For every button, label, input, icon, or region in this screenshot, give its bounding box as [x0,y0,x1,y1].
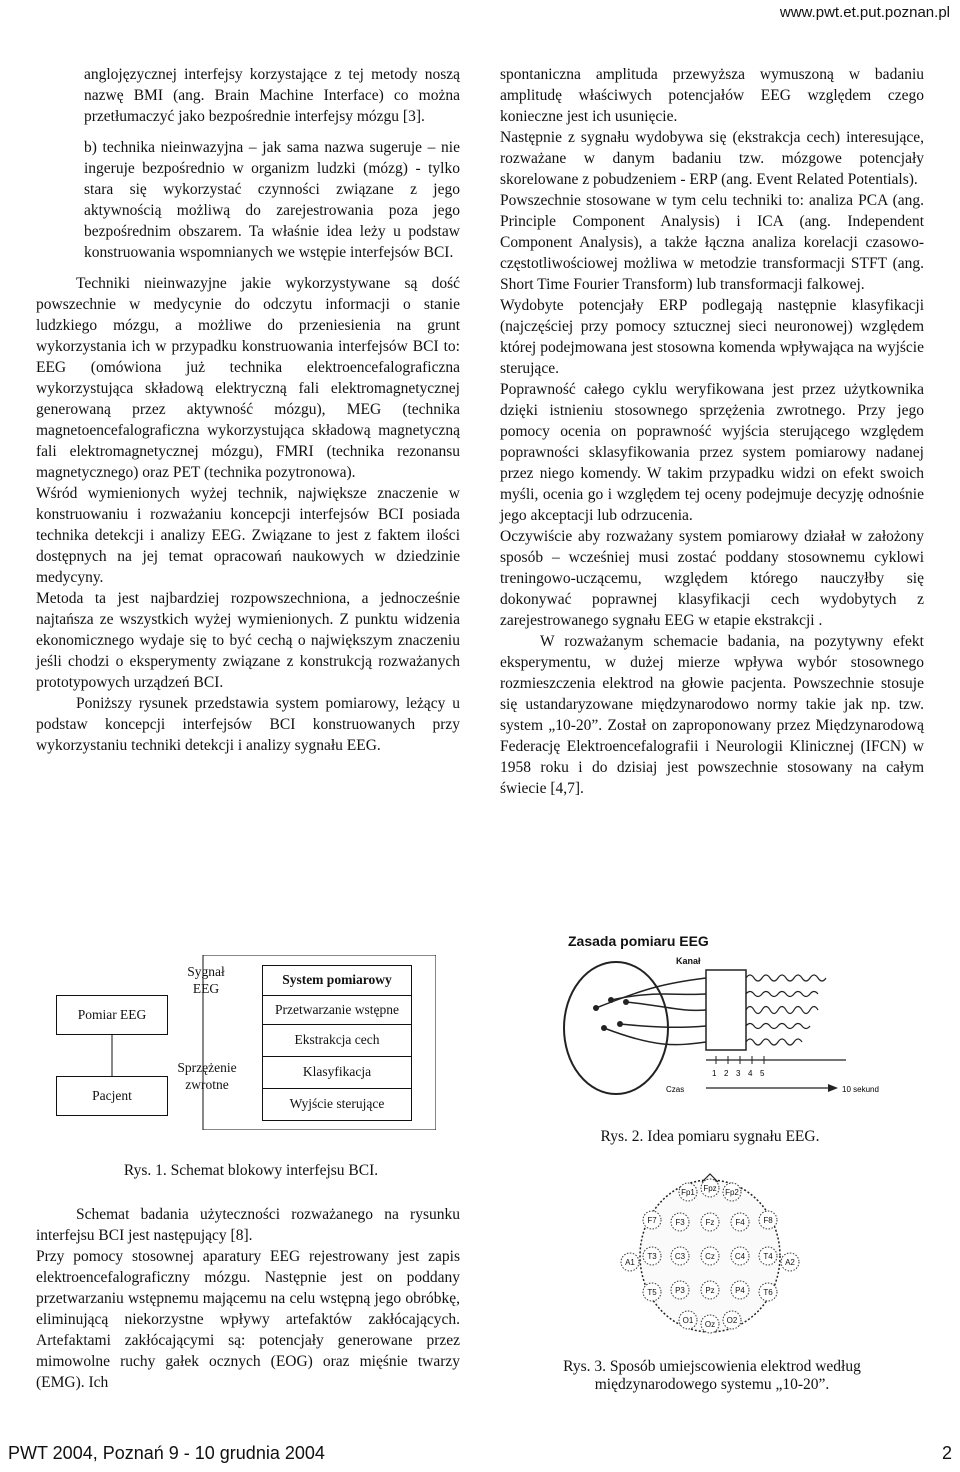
stage-klasyfikacja: Klasyfikacja [302,1064,372,1079]
electrode-fpz-label: Fpz [703,1184,717,1193]
fig2-tick-4: 4 [748,1069,753,1078]
electrode-f8-label: F8 [763,1216,773,1225]
stage-wyjscie: Wyjście sterujące [289,1096,385,1111]
electrode-f4-label: F4 [735,1218,745,1227]
left-paragraph-5: Metoda ta jest najbardziej rozpowszechniona, a jednocześnie najtańsza ze wszystkich wyżej wymienionych. Z punktu widzenia ekonomicznego wydaje się to być cechą o największym znaczeniu jeśli chodzi o eksperymenty związane z konstrukcją rozważanych prototypowych urządzeń BCI. [36,590,460,691]
electrode-o1-label: O1 [682,1316,694,1325]
system-pomiarowy-box [262,965,412,1025]
left-paragraph-6: Poniższy rysunek przedstawia system pomiarowy, leżący u podstaw koncepcji interfejsów BCI konstruowanych przy wykorzystaniu techniki detekcji i analizy sygnału EEG. [36,695,460,754]
stage-ekstrakcja-box [262,1025,412,1057]
electrode-f7-label: F7 [647,1216,657,1225]
electrode-fp1-label: Fp1 [681,1188,695,1197]
fig2-tick-5: 5 [760,1069,765,1078]
right-paragraph-6: Oczywiście aby rozważany system pomiarowy działał w założony sposób – wcześniej musi zostać poddany stosownemu cyklowi treningowo-uczącemu, względem którego nauczyłby się dokonywać poprawnej klasyfikacji cech wydobytych z zarejestrowanego sygnału EEG w etapie ekstrakcji . [500,528,924,629]
stage-ekstrakcja: Ekstrakcja cech [294,1032,380,1047]
electrode-c3-label: C3 [674,1252,686,1261]
electrode-f3-label: F3 [675,1218,685,1227]
stage-przetwarzanie: Przetwarzanie wstępne [263,995,411,1018]
left-bottom-paragraph-2: Przy pomocy stosownej aparatury EEG rejestrowany jest zapis elektroencefalograficzny mózgu. Następnie jest on poddany przetwarzaniu wstępnemu mającemu na celu wstępną jego obróbkę, eliminującą niekorzystne wpływy artefaktów zakłócających. Artefaktami zakłócającymi są: potencjały generowane przez mimowolne ruchy gałek ocznych (EOG) oraz mięśnie twarzy (EMG). Ich [36,1248,460,1391]
right-paragraph-2: Następnie z sygnału wydobywa się (ekstrakcja cech) interesujące, rozważane w danym badaniu tzw. mózgowe potencjały skorelowane z pobudzeniem - ERP (ang. Event Related Potentials). [500,129,924,188]
header-url: www.pwt.et.put.poznan.pl [779,4,950,21]
pacjent-box [56,1076,168,1116]
fig2-eeg-sketch [556,928,916,1133]
electrode-p3-label: P3 [675,1286,685,1295]
fig2-czas: Czas [666,1085,685,1094]
left-bottom-paragraph-1: Schemat badania użyteczności rozważanego na rysunku interfejsu BCI jest następujący [8]. [36,1206,460,1244]
fig2-title: Zasada pomiaru EEG [568,933,709,949]
right-paragraph-1: spontaniczna amplituda przewyższa wymuszoną w badaniu amplitudę właściwych potencjałów EEG względem czego konieczne jest ich usunięcie. [500,66,924,125]
electrode-cz-label: Cz [705,1252,715,1261]
fig2-tick-1: 1 [712,1069,717,1078]
footer-text: PWT 2004, Poznań 9 - 10 grudnia 2004 [8,1443,325,1463]
left-column [36,64,460,756]
stage-klasyfikacja-box [262,1057,412,1089]
electrode-pz-label: Pz [705,1286,715,1295]
fig1-caption: Rys. 1. Schemat blokowy interfejsu BCI. [123,1162,379,1179]
fig3-caption: Rys. 3. Sposób umiejscowienia elektrod według międzynarodowego systemu „10-20”. [563,1358,861,1393]
left-paragraph-3: Techniki nieinwazyjne jakie wykorzystywane są dość powszechnie w medycynie do odczytu informacji o stanie ludzkiego mózgu, a możliwe do przeniesienia na grunt wykorzystania ich w przypadku konstruowania interfejsów BCI to: EEG (omówiona już technika elektroencefalograficzna wykorzystująca składową elektryczną fali elektromagnetycznej generowaną przez aktywność mózgu), MEG (technika magnetoencefalograficzna wykorzystująca składową magnetyczną fali elektromagnetycznej mózgu), FMRI (technika rezonansu magnetycznego) oraz PET (technika pozytronowa). [36,275,460,481]
left-paragraph-2: b) technika nieinwazyjna – jak sama nazwa sugeruje – nie ingeruje bezpośrednio w organizm ludzki (mózg) - tylko stara się wykorzystać czynności związane z jego aktywnością możliwą do zarejestrowania poza jego bezpośrednim obszarem. Ta właśnie idea leży u podstaw konstruowania wspomnianych we wstępie interfejsów BCI. [84,139,460,261]
right-paragraph-4: Wydobyte potencjały ERP podlegają następnie klasyfikacji (najczęściej przy pomocy sztucznej sieci neuronowej) względem której podejmowana jest stosowna komenda wpływająca na wyjście sterujące. [500,297,924,377]
electrode-t3-label: T3 [647,1252,657,1261]
pomiar-eeg-box [56,995,168,1035]
electrode-fp2-label: Fp2 [725,1188,739,1197]
sygnal-eeg-label: Sygnał EEG [187,964,225,996]
fig2-tick-2: 2 [724,1069,729,1078]
electrode-fz-label: Fz [705,1218,715,1227]
fig3-head-drawing [620,1170,800,1340]
fig2-caption: Rys. 2. Idea pomiaru sygnału EEG. [600,1128,820,1145]
page-number: 2 [941,1443,952,1463]
electrode-t6-label: T6 [763,1288,773,1297]
fig2-kanal: Kanał [676,956,701,966]
stage-wyjscie-box [262,1089,412,1121]
electrode-c4-label: C4 [734,1252,746,1261]
fig2-drawing [556,928,916,1133]
block-diagram [56,955,436,1130]
electrode-a2-label: A2 [785,1258,795,1267]
fig3-electrodes [620,1170,800,1340]
electrode-t5-label: T5 [647,1288,657,1297]
fig2-tick-3: 3 [736,1069,741,1078]
right-paragraph-3: Powszechnie stosowane w tym celu techniki to: analiza PCA (ang. Principle Component Analysis) i ICA (ang. Independent Component Analysis), a także łączna analiza korelacji czasowo-częstotliwościowej możliwa w metodzie transformacji STFT (ang. Short Time Fourier Transform) lub transformacji falkowej. [500,192,924,293]
pomiar-eeg-label: Pomiar EEG [77,1007,147,1022]
right-paragraph-7: W rozważanym schemacie badania, na pozytywny efekt eksperymentu, w dużej mierze wpływa wybór stosownego rozmieszczenia elektrod na głowie pacjenta. Powszechnie stosuje się ustandaryzowane międzynarodowo normy takie jak np. tzw. system „10-20”. Został on zaproponowany przez Międzynarodową Federację Elektroencefalografii i Neurologii Klinicznej (IFCN) w 1958 roku i do dzisiaj jest powszechnie stosowany na całym świecie [4,7]. [500,633,924,797]
pacjent-label: Pacjent [92,1088,132,1103]
sprzezenie-zwrotne-label: Sprzężenie zwrotne [177,1060,237,1092]
electrode-a1-label: A1 [625,1258,635,1267]
system-pomiarowy-title: System pomiarowy [282,972,392,987]
left-column-bottom [36,1204,460,1393]
electrode-oz-label: Oz [704,1320,716,1329]
left-paragraph-1: anglojęzycznej interfejsy korzystające z tej metody noszą nazwę BMI (ang. Brain Machine Interface) co można przetłumaczyć jako bezpośrednie interfejsy mózgu [3]. [84,66,460,125]
electrode-o2-label: O2 [726,1316,738,1325]
right-paragraph-5: Poprawność całego cyklu weryfikowana jest przez użytkownika dzięki istnieniu stosownego sprzężenia zwrotnego. Przy jego pomocy ocenia on poprawność wyjścia sterującego względem poprawności sklasyfikowania przez system pomiarowy nadanej przez niego komendy. W takim przypadku widzi on efekt swoich myśli, ocenia go i względem tej oceny podejmuje decyzję odnośnie jego akceptacji lub odrzucenia. [500,381,924,524]
right-column [500,64,924,799]
fig2-sekund: 10 sekund [842,1085,879,1094]
left-paragraph-4: Wśród wymienionych wyżej technik, największe znaczenie w konstruowaniu i rozważaniu koncepcji interfejsów BCI posiada technika detekcji i analizy EEG. Związane to jest z faktem ilości dostępnych na jej temat opracowań naukowych w dziedzinie medycyny. [36,485,460,586]
electrode-p4-label: P4 [735,1286,745,1295]
electrode-t4-label: T4 [763,1252,773,1261]
